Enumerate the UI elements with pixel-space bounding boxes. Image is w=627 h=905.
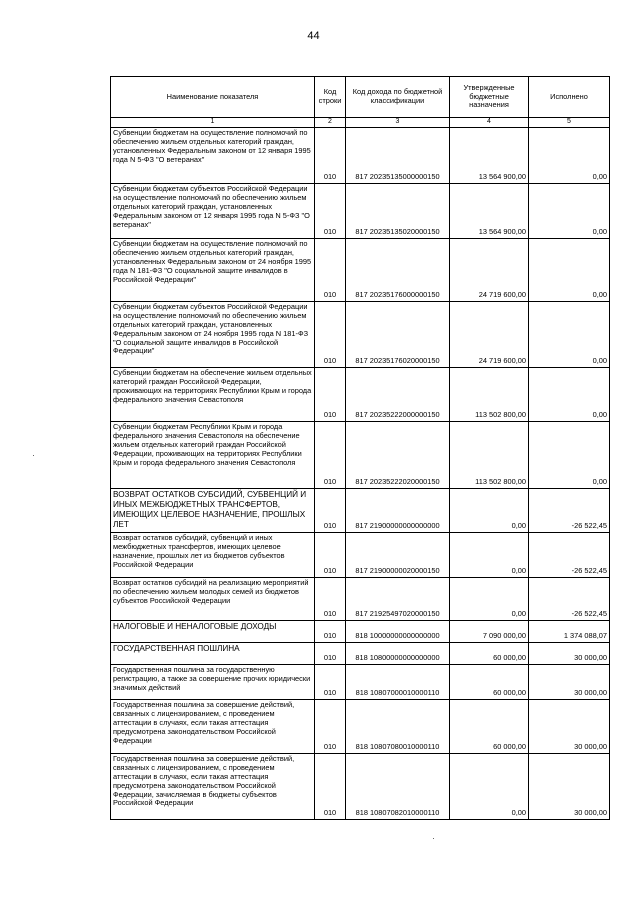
- row-done: 0,00: [529, 184, 610, 239]
- column-number: 1: [111, 118, 315, 128]
- row-kbk: 818 10807080010000110: [346, 700, 450, 754]
- row-kbk: 818 10807082010000110: [346, 754, 450, 820]
- row-kbk: 817 20235176000000150: [346, 239, 450, 302]
- header-row: [111, 77, 610, 118]
- row-plan: 0,00: [450, 578, 529, 621]
- header-name: Наименование показателя: [111, 77, 315, 118]
- page-number: 44: [307, 30, 320, 42]
- row-done: 0,00: [529, 302, 610, 368]
- row-done: 30 000,00: [529, 665, 610, 700]
- table-row: [111, 302, 610, 368]
- row-name: Государственная пошлина за совершение действий, связанных с лицензированием, с проведением аттестации в случаях, если такая аттестация предусмотрена законодательством Российской Федерации, зачисляемая в бюджеты субъектов Российской Федерации: [111, 754, 315, 820]
- row-plan: 60 000,00: [450, 700, 529, 754]
- row-name: ГОСУДАРСТВЕННАЯ ПОШЛИНА: [111, 643, 315, 665]
- header-code: Код строки: [315, 77, 346, 118]
- row-plan: 13 564 900,00: [450, 184, 529, 239]
- row-kbk: 817 20235176020000150: [346, 302, 450, 368]
- row-done: 0,00: [529, 422, 610, 489]
- table-row: [111, 422, 610, 489]
- row-code: 010: [315, 489, 346, 533]
- row-plan: 0,00: [450, 489, 529, 533]
- row-done: -26 522,45: [529, 533, 610, 578]
- table-row: [111, 665, 610, 700]
- table-row: [111, 621, 610, 643]
- row-name: Субвенции бюджетам субъектов Российской Федерации на осуществление полномочий по обеспечению жильем отдельных категорий граждан, установленных Федеральным законом от 12 января 1995 года N 5-ФЗ "О ветеранах": [111, 184, 315, 239]
- row-name: Субвенции бюджетам Республики Крым и города федерального значения Севастополя на обеспечение жильем отдельных категорий граждан Российской Федерации, проживающих на территориях Республики Крым и города федерального значения Севастополя: [111, 422, 315, 489]
- table-row: [111, 489, 610, 533]
- row-kbk: 817 20235222020000150: [346, 422, 450, 489]
- row-code: 010: [315, 239, 346, 302]
- row-code: 010: [315, 128, 346, 184]
- row-plan: 0,00: [450, 754, 529, 820]
- row-code: 010: [315, 422, 346, 489]
- row-kbk: 817 20235135000000150: [346, 128, 450, 184]
- row-code: 010: [315, 643, 346, 665]
- row-name: Субвенции бюджетам на обеспечение жильем отдельных категорий граждан Российской Федерации, проживающих на территориях Республики Крым и города федерального значения Севастополя: [111, 368, 315, 422]
- row-kbk: 817 20235222000000150: [346, 368, 450, 422]
- row-kbk: 818 10000000000000000: [346, 621, 450, 643]
- table-row: [111, 533, 610, 578]
- row-name: Государственная пошлина за совершение действий, связанных с лицензированием, с проведением аттестации в случаях, если такая аттестация предусмотрена законодательством Российской Федерации: [111, 700, 315, 754]
- row-done: 0,00: [529, 368, 610, 422]
- row-plan: 24 719 600,00: [450, 239, 529, 302]
- row-name: НАЛОГОВЫЕ И НЕНАЛОГОВЫЕ ДОХОДЫ: [111, 621, 315, 643]
- table-row: [111, 368, 610, 422]
- row-code: 010: [315, 533, 346, 578]
- table-row: [111, 700, 610, 754]
- column-number-row: [111, 118, 610, 128]
- row-code: 010: [315, 754, 346, 820]
- scan-speck: [433, 838, 434, 839]
- row-plan: 24 719 600,00: [450, 302, 529, 368]
- header-done: Исполнено: [529, 77, 610, 118]
- row-done: 0,00: [529, 128, 610, 184]
- row-code: 010: [315, 665, 346, 700]
- row-kbk: 818 10800000000000000: [346, 643, 450, 665]
- column-number: 2: [315, 118, 346, 128]
- row-plan: 113 502 800,00: [450, 368, 529, 422]
- row-code: 010: [315, 302, 346, 368]
- row-done: 30 000,00: [529, 643, 610, 665]
- row-kbk: 818 10807000010000110: [346, 665, 450, 700]
- row-name: ВОЗВРАТ ОСТАТКОВ СУБСИДИЙ, СУБВЕНЦИЙ И ИНЫХ МЕЖБЮДЖЕТНЫХ ТРАНСФЕРТОВ, ИМЕЮЩИХ ЦЕЛЕВОЕ НАЗНАЧЕНИЕ, ПРОШЛЫХ ЛЕТ: [111, 489, 315, 533]
- column-number: 4: [450, 118, 529, 128]
- row-done: -26 522,45: [529, 578, 610, 621]
- row-done: -26 522,45: [529, 489, 610, 533]
- row-code: 010: [315, 578, 346, 621]
- row-code: 010: [315, 184, 346, 239]
- row-kbk: 817 20235135020000150: [346, 184, 450, 239]
- column-number: 5: [529, 118, 610, 128]
- row-plan: 113 502 800,00: [450, 422, 529, 489]
- row-name: Возврат остатков субсидий, субвенций и иных межбюджетных трансфертов, имеющих целевое назначение, прошлых лет из бюджетов субъектов Российской Федерации: [111, 533, 315, 578]
- row-plan: 0,00: [450, 533, 529, 578]
- header-kbk: Код дохода по бюджетной классификации: [346, 77, 450, 118]
- table-row: [111, 754, 610, 820]
- scan-speck: [33, 455, 34, 456]
- row-plan: 13 564 900,00: [450, 128, 529, 184]
- row-plan: 60 000,00: [450, 643, 529, 665]
- header-plan: Утвержденные бюджетные назначения: [450, 77, 529, 118]
- row-plan: 60 000,00: [450, 665, 529, 700]
- table-row: [111, 184, 610, 239]
- row-done: 1 374 088,07: [529, 621, 610, 643]
- row-done: 30 000,00: [529, 700, 610, 754]
- row-kbk: 817 21925497020000150: [346, 578, 450, 621]
- budget-execution-table: [110, 76, 610, 820]
- row-name: Возврат остатков субсидий на реализацию мероприятий по обеспечению жильем молодых семей из бюджетов субъектов Российской Федерации: [111, 578, 315, 621]
- row-kbk: 817 21900000000000000: [346, 489, 450, 533]
- row-code: 010: [315, 621, 346, 643]
- row-plan: 7 090 000,00: [450, 621, 529, 643]
- table-row: [111, 128, 610, 184]
- table-row: [111, 643, 610, 665]
- row-name: Государственная пошлина за государственную регистрацию, а также за совершение прочих юридически значимых действий: [111, 665, 315, 700]
- row-name: Субвенции бюджетам на осуществление полномочий по обеспечению жильем отдельных категорий граждан, установленных Федеральным законом от 24 ноября 1995 года N 181-ФЗ "О социальной защите инвалидов в Российской Федерации": [111, 239, 315, 302]
- row-name: Субвенции бюджетам на осуществление полномочий по обеспечению жильем отдельных категорий граждан, установленных Федеральным законом от 12 января 1995 года N 5-ФЗ "О ветеранах": [111, 128, 315, 184]
- row-code: 010: [315, 700, 346, 754]
- row-code: 010: [315, 368, 346, 422]
- table-row: [111, 239, 610, 302]
- row-done: 30 000,00: [529, 754, 610, 820]
- row-done: 0,00: [529, 239, 610, 302]
- row-kbk: 817 21900000020000150: [346, 533, 450, 578]
- table-row: [111, 578, 610, 621]
- row-name: Субвенции бюджетам субъектов Российской Федерации на осуществление полномочий по обеспечению жильем отдельных категорий граждан, установленных Федеральным законом от 24 ноября 1995 года N 181-ФЗ "О социальной защите инвалидов в Российской Федерации": [111, 302, 315, 368]
- column-number: 3: [346, 118, 450, 128]
